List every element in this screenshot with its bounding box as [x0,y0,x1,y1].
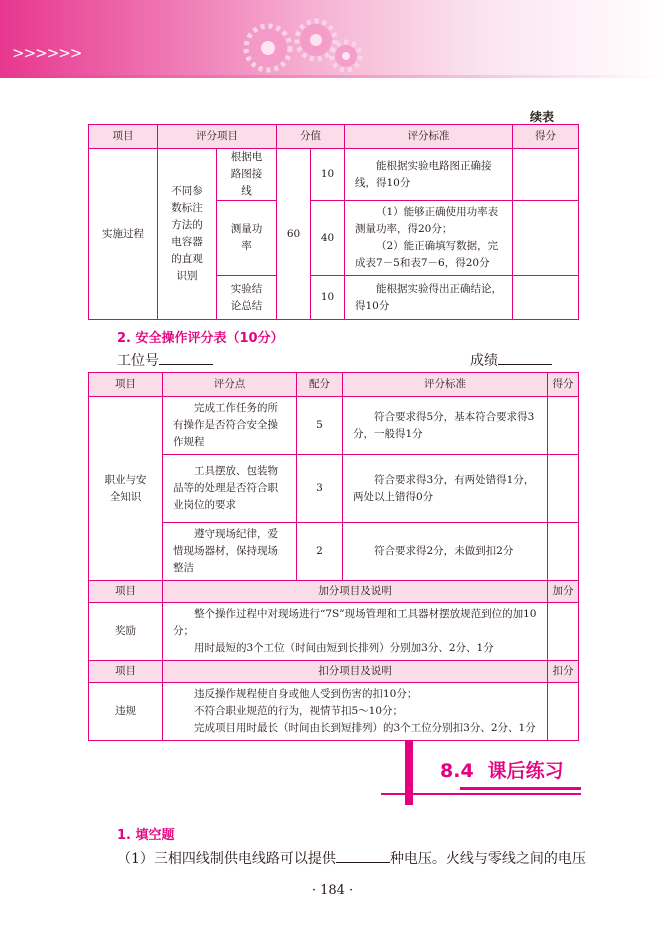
allocation-cell: 2 [297,523,343,581]
penalty-line: 不符合职业规范的行为，视情节扣5～10分； [194,705,404,717]
result-label: 成绩 [470,353,498,369]
points-cell [548,455,579,523]
header-eval-item: 评分项目 [158,125,277,149]
header-points: 得分 [513,125,579,149]
points-cell [548,523,579,581]
header-eval-point: 评分点 [163,373,297,397]
section-underline-thick [460,787,581,790]
section-accent-bar [405,741,413,805]
category-cell: 职业与安全知识 [89,397,163,581]
question-1-before: （1）三相四线制供电线路可以提供 [117,851,336,867]
header-item: 项目 [89,373,163,397]
total-score-cell: 60 [277,149,311,320]
points-cell [513,149,579,201]
bonus-line: 用时最短的3个工位（时间由短到长排列）分别加3分、2分、1分 [194,642,494,654]
section-heading [440,756,564,783]
gears-icon [228,12,378,74]
question-1-after: 种电压。火线与零线之间的电压 [389,851,586,867]
exercise-heading: 1. 填空题 [117,828,175,843]
bonus-header-desc: 加分项目及说明 [163,581,548,603]
penalty-item-cell: 违规 [89,683,163,741]
row-score-cell: 10 [311,149,345,201]
question-1 [117,848,586,868]
bonus-header-item: 项目 [89,581,163,603]
penalty-header-desc: 扣分项目及说明 [163,661,548,683]
criteria-cell: 符合要求得5分，基本符合要求得3分，一般得1分 [343,397,548,455]
penalty-header-item: 项目 [89,661,163,683]
eval-item-cell: 实验结论总结 [217,276,277,320]
answer-blank [336,849,390,863]
continued-label: 续表 [530,110,555,124]
criteria-cell: 能根据实验电路图正确接线，得10分 [345,149,513,201]
evaluation-table-continued [88,124,579,320]
header-allocation: 配分 [297,373,343,397]
eval-item-cell: 根据电路图接线 [217,149,277,201]
eval-point-cell: 工具摆放、包装物品等的处理是否符合职业岗位的要求 [163,455,297,523]
section-number: 8.4 [440,760,474,782]
page-number: · 184 · [311,883,354,898]
header-score: 分值 [277,125,345,149]
points-cell [513,201,579,276]
criteria-cell: 符合要求得3分，有两处错得1分，两处以上错得0分 [343,455,548,523]
category-cell: 实施过程 [89,149,158,320]
bonus-line: 整个操作过程中对现场进行“7S”现场管理和工具器材摆放规范到位的加10分； [173,608,537,637]
header-points: 得分 [548,373,579,397]
header-divider [0,75,665,78]
station-label: 工位号 [117,353,159,369]
penalty-line: 违反操作规程使自身或他人受到伤害的扣10分； [194,688,418,700]
section-title: 2. 安全操作评分表（10分） [117,331,284,346]
safety-evaluation-table [88,372,579,741]
criteria-line: （1）能够正确使用功率表测量功率，得20分； [355,206,499,235]
result-blank [498,351,552,365]
result-field [470,350,552,370]
penalty-desc-cell [163,683,548,741]
points-cell [548,397,579,455]
points-cell [513,276,579,320]
allocation-cell: 3 [297,455,343,523]
criteria-line: （2）能正确填写数据，完成表7－5和表7－6，得20分 [355,240,499,269]
row-score-cell: 40 [311,201,345,276]
station-blank [159,351,213,365]
eval-point-cell: 遵守现场纪律，爱惜现场器材，保持现场整洁 [163,523,297,581]
criteria-cell [345,201,513,276]
station-field [117,350,213,370]
bonus-desc-cell [163,603,548,661]
section-name: 课后练习 [487,760,564,782]
eval-item-cell: 测量功率 [217,201,277,276]
allocation-cell: 5 [297,397,343,455]
sub-category-cell: 不同参数标注方法的电容器的直观识别 [158,149,217,320]
penalty-line: 完成项目用时最长（时间由长到短排列）的3个工位分别扣3分、2分、1分 [194,722,536,734]
bonus-item-cell: 奖励 [89,603,163,661]
penalty-score-cell [548,683,579,741]
bonus-score-cell [548,603,579,661]
header-arrows: >>>>>> [12,44,82,62]
row-score-cell: 10 [311,276,345,320]
criteria-cell: 能根据实验得出正确结论，得10分 [345,276,513,320]
bonus-header-score: 加分 [548,581,579,603]
header-criteria: 评分标准 [345,125,513,149]
header-item: 项目 [89,125,158,149]
section-underline [381,793,581,795]
penalty-header-score: 扣分 [548,661,579,683]
header-criteria: 评分标准 [343,373,548,397]
criteria-cell: 符合要求得2分，未做到扣2分 [343,523,548,581]
eval-point-cell: 完成工作任务的所有操作是否符合安全操作规程 [163,397,297,455]
